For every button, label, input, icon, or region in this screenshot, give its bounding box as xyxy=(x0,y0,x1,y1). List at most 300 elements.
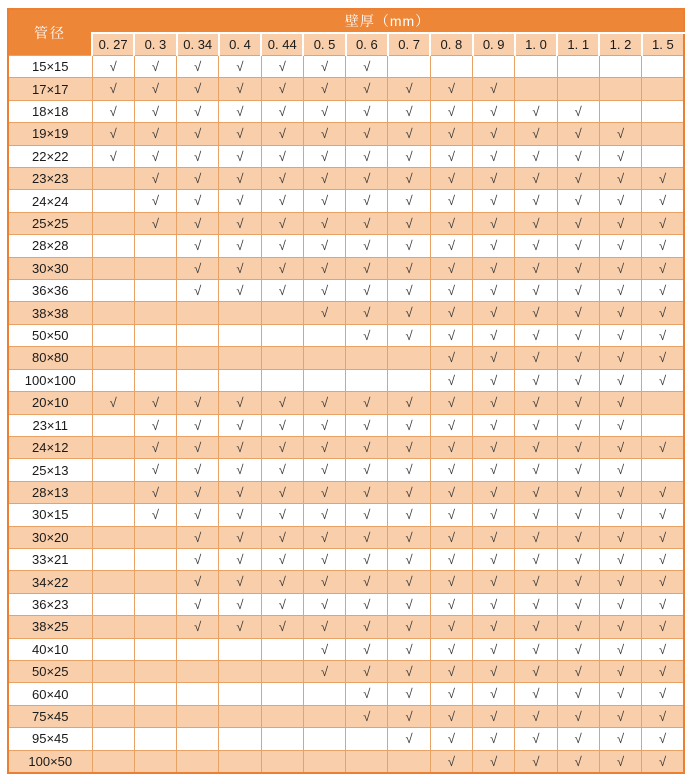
check-cell: √ xyxy=(430,616,472,638)
check-cell: √ xyxy=(303,212,345,234)
empty-cell xyxy=(219,683,261,705)
check-cell: √ xyxy=(430,257,472,279)
check-cell: √ xyxy=(92,78,134,100)
check-cell: √ xyxy=(388,212,430,234)
check-cell: √ xyxy=(261,257,303,279)
check-cell: √ xyxy=(219,414,261,436)
check-cell: √ xyxy=(430,414,472,436)
check-cell: √ xyxy=(430,78,472,100)
check-cell: √ xyxy=(430,660,472,682)
pipe-size-label: 38×38 xyxy=(8,302,92,324)
check-cell: √ xyxy=(473,705,515,727)
check-cell: √ xyxy=(557,369,599,391)
check-cell: √ xyxy=(473,168,515,190)
check-cell: √ xyxy=(515,459,557,481)
empty-cell xyxy=(92,190,134,212)
empty-cell xyxy=(92,638,134,660)
check-cell: √ xyxy=(430,190,472,212)
empty-cell xyxy=(388,347,430,369)
check-cell: √ xyxy=(303,548,345,570)
empty-cell xyxy=(134,280,176,302)
check-cell: √ xyxy=(557,302,599,324)
check-cell: √ xyxy=(219,190,261,212)
empty-cell xyxy=(303,683,345,705)
check-cell: √ xyxy=(303,638,345,660)
check-cell: √ xyxy=(599,481,641,503)
check-cell: √ xyxy=(473,481,515,503)
check-cell: √ xyxy=(219,235,261,257)
check-cell: √ xyxy=(430,123,472,145)
check-cell: √ xyxy=(219,56,261,78)
thickness-column-header-3: 0. 4 xyxy=(219,33,261,56)
thickness-column-header-0: 0. 27 xyxy=(92,33,134,56)
check-cell: √ xyxy=(515,504,557,526)
check-cell: √ xyxy=(599,504,641,526)
empty-cell xyxy=(261,750,303,773)
check-cell: √ xyxy=(388,728,430,750)
empty-cell xyxy=(261,638,303,660)
check-cell: √ xyxy=(473,145,515,167)
pipe-size-label: 25×13 xyxy=(8,459,92,481)
check-cell: √ xyxy=(177,56,219,78)
check-cell: √ xyxy=(430,145,472,167)
empty-cell xyxy=(134,660,176,682)
check-cell: √ xyxy=(515,705,557,727)
check-cell: √ xyxy=(515,280,557,302)
check-cell: √ xyxy=(599,168,641,190)
empty-cell xyxy=(134,728,176,750)
check-cell: √ xyxy=(515,302,557,324)
check-cell: √ xyxy=(177,459,219,481)
empty-cell xyxy=(92,504,134,526)
empty-cell xyxy=(92,414,134,436)
check-cell: √ xyxy=(557,324,599,346)
table-row xyxy=(8,302,684,324)
check-cell: √ xyxy=(642,616,684,638)
check-cell: √ xyxy=(515,683,557,705)
check-cell: √ xyxy=(642,324,684,346)
check-cell: √ xyxy=(557,526,599,548)
check-cell: √ xyxy=(515,168,557,190)
empty-cell xyxy=(92,347,134,369)
check-cell: √ xyxy=(473,414,515,436)
empty-cell xyxy=(92,436,134,458)
check-cell: √ xyxy=(430,459,472,481)
check-cell: √ xyxy=(346,504,388,526)
check-cell: √ xyxy=(346,414,388,436)
table-row xyxy=(8,392,684,414)
empty-cell xyxy=(261,683,303,705)
pipe-diameter-column-header: 管径 xyxy=(8,9,92,56)
check-cell: √ xyxy=(473,616,515,638)
empty-cell xyxy=(134,257,176,279)
check-cell: √ xyxy=(92,145,134,167)
thickness-column-header-4: 0. 44 xyxy=(261,33,303,56)
check-cell: √ xyxy=(219,78,261,100)
pipe-size-label: 60×40 xyxy=(8,683,92,705)
check-cell: √ xyxy=(642,728,684,750)
table-header xyxy=(8,9,684,56)
empty-cell xyxy=(134,616,176,638)
check-cell: √ xyxy=(346,593,388,615)
check-cell: √ xyxy=(599,705,641,727)
check-cell: √ xyxy=(473,526,515,548)
check-cell: √ xyxy=(388,324,430,346)
check-cell: √ xyxy=(557,705,599,727)
empty-cell xyxy=(303,347,345,369)
pipe-size-label: 25×25 xyxy=(8,212,92,234)
empty-cell xyxy=(92,369,134,391)
check-cell: √ xyxy=(642,593,684,615)
pipe-size-label: 38×25 xyxy=(8,616,92,638)
check-cell: √ xyxy=(303,392,345,414)
empty-cell xyxy=(599,100,641,122)
thickness-column-header-9: 0. 9 xyxy=(473,33,515,56)
check-cell: √ xyxy=(515,571,557,593)
check-cell: √ xyxy=(430,347,472,369)
check-cell: √ xyxy=(642,504,684,526)
check-cell: √ xyxy=(557,459,599,481)
table-row xyxy=(8,459,684,481)
empty-cell xyxy=(642,392,684,414)
pipe-size-label: 17×17 xyxy=(8,78,92,100)
check-cell: √ xyxy=(599,436,641,458)
check-cell: √ xyxy=(346,257,388,279)
check-cell: √ xyxy=(303,78,345,100)
thickness-column-header-6: 0. 6 xyxy=(346,33,388,56)
check-cell: √ xyxy=(134,459,176,481)
table-body xyxy=(8,56,684,774)
pipe-size-label: 28×13 xyxy=(8,481,92,503)
empty-cell xyxy=(261,660,303,682)
check-cell: √ xyxy=(515,436,557,458)
check-cell: √ xyxy=(557,436,599,458)
check-cell: √ xyxy=(346,280,388,302)
empty-cell xyxy=(92,705,134,727)
table-row xyxy=(8,212,684,234)
check-cell: √ xyxy=(261,436,303,458)
check-cell: √ xyxy=(473,100,515,122)
pipe-size-label: 50×50 xyxy=(8,324,92,346)
check-cell: √ xyxy=(599,123,641,145)
table-row xyxy=(8,548,684,570)
check-cell: √ xyxy=(599,750,641,773)
check-cell: √ xyxy=(642,190,684,212)
empty-cell xyxy=(303,750,345,773)
check-cell: √ xyxy=(473,728,515,750)
check-cell: √ xyxy=(388,257,430,279)
check-cell: √ xyxy=(642,168,684,190)
check-cell: √ xyxy=(473,257,515,279)
check-cell: √ xyxy=(599,571,641,593)
check-cell: √ xyxy=(557,750,599,773)
check-cell: √ xyxy=(219,571,261,593)
check-cell: √ xyxy=(388,235,430,257)
check-cell: √ xyxy=(515,324,557,346)
check-cell: √ xyxy=(430,526,472,548)
check-cell: √ xyxy=(219,436,261,458)
check-cell: √ xyxy=(346,100,388,122)
check-cell: √ xyxy=(134,392,176,414)
check-cell: √ xyxy=(557,235,599,257)
thickness-column-header-5: 0. 5 xyxy=(303,33,345,56)
check-cell: √ xyxy=(388,123,430,145)
empty-cell xyxy=(177,705,219,727)
check-cell: √ xyxy=(177,235,219,257)
check-cell: √ xyxy=(177,190,219,212)
check-cell: √ xyxy=(346,660,388,682)
empty-cell xyxy=(92,459,134,481)
check-cell: √ xyxy=(261,504,303,526)
check-cell: √ xyxy=(473,683,515,705)
empty-cell xyxy=(134,571,176,593)
check-cell: √ xyxy=(430,235,472,257)
check-cell: √ xyxy=(515,347,557,369)
check-cell: √ xyxy=(473,78,515,100)
empty-cell xyxy=(642,145,684,167)
empty-cell xyxy=(134,683,176,705)
check-cell: √ xyxy=(388,302,430,324)
check-cell: √ xyxy=(303,257,345,279)
empty-cell xyxy=(92,616,134,638)
empty-cell xyxy=(261,347,303,369)
empty-cell xyxy=(177,638,219,660)
pipe-size-label: 80×80 xyxy=(8,347,92,369)
empty-cell xyxy=(515,78,557,100)
check-cell: √ xyxy=(388,280,430,302)
empty-cell xyxy=(134,324,176,346)
table-row xyxy=(8,123,684,145)
pipe-size-label: 30×30 xyxy=(8,257,92,279)
thickness-column-header-12: 1. 2 xyxy=(599,33,641,56)
check-cell: √ xyxy=(346,548,388,570)
check-cell: √ xyxy=(177,123,219,145)
check-cell: √ xyxy=(642,212,684,234)
check-cell: √ xyxy=(599,235,641,257)
check-cell: √ xyxy=(261,414,303,436)
check-cell: √ xyxy=(599,593,641,615)
pipe-size-label: 24×24 xyxy=(8,190,92,212)
empty-cell xyxy=(642,56,684,78)
empty-cell xyxy=(219,638,261,660)
check-cell: √ xyxy=(219,392,261,414)
check-cell: √ xyxy=(557,571,599,593)
check-cell: √ xyxy=(134,190,176,212)
check-cell: √ xyxy=(642,683,684,705)
empty-cell xyxy=(303,324,345,346)
check-cell: √ xyxy=(599,638,641,660)
check-cell: √ xyxy=(346,683,388,705)
table-row xyxy=(8,683,684,705)
check-cell: √ xyxy=(261,280,303,302)
check-cell: √ xyxy=(473,235,515,257)
check-cell: √ xyxy=(92,56,134,78)
check-cell: √ xyxy=(388,660,430,682)
empty-cell xyxy=(92,593,134,615)
table-row xyxy=(8,571,684,593)
pipe-size-label: 95×45 xyxy=(8,728,92,750)
empty-cell xyxy=(346,728,388,750)
check-cell: √ xyxy=(430,750,472,773)
table-row xyxy=(8,728,684,750)
check-cell: √ xyxy=(642,548,684,570)
table-row xyxy=(8,414,684,436)
check-cell: √ xyxy=(642,705,684,727)
wall-thickness-group-header: 壁厚（mm） xyxy=(92,9,684,33)
check-cell: √ xyxy=(430,168,472,190)
check-cell: √ xyxy=(430,705,472,727)
check-cell: √ xyxy=(430,392,472,414)
check-cell: √ xyxy=(388,593,430,615)
check-cell: √ xyxy=(134,168,176,190)
check-cell: √ xyxy=(557,280,599,302)
check-cell: √ xyxy=(134,436,176,458)
check-cell: √ xyxy=(388,100,430,122)
table-row xyxy=(8,436,684,458)
check-cell: √ xyxy=(430,481,472,503)
pipe-size-label: 36×23 xyxy=(8,593,92,615)
thickness-column-header-13: 1. 5 xyxy=(642,33,684,56)
check-cell: √ xyxy=(261,459,303,481)
empty-cell xyxy=(599,56,641,78)
check-cell: √ xyxy=(261,571,303,593)
check-cell: √ xyxy=(515,750,557,773)
check-cell: √ xyxy=(177,548,219,570)
table-row xyxy=(8,593,684,615)
check-cell: √ xyxy=(515,235,557,257)
check-cell: √ xyxy=(346,638,388,660)
thickness-column-header-7: 0. 7 xyxy=(388,33,430,56)
check-cell: √ xyxy=(642,235,684,257)
empty-cell xyxy=(346,750,388,773)
check-cell: √ xyxy=(515,123,557,145)
table-row xyxy=(8,526,684,548)
empty-cell xyxy=(261,705,303,727)
check-cell: √ xyxy=(557,616,599,638)
check-cell: √ xyxy=(219,504,261,526)
check-cell: √ xyxy=(388,78,430,100)
pipe-size-label: 24×12 xyxy=(8,436,92,458)
check-cell: √ xyxy=(261,616,303,638)
check-cell: √ xyxy=(177,212,219,234)
check-cell: √ xyxy=(599,728,641,750)
check-cell: √ xyxy=(261,190,303,212)
check-cell: √ xyxy=(557,638,599,660)
check-cell: √ xyxy=(430,324,472,346)
empty-cell xyxy=(261,302,303,324)
empty-cell xyxy=(261,324,303,346)
pipe-size-label: 33×21 xyxy=(8,548,92,570)
check-cell: √ xyxy=(177,571,219,593)
empty-cell xyxy=(557,56,599,78)
check-cell: √ xyxy=(515,212,557,234)
check-cell: √ xyxy=(219,526,261,548)
empty-cell xyxy=(134,235,176,257)
empty-cell xyxy=(134,302,176,324)
empty-cell xyxy=(642,123,684,145)
check-cell: √ xyxy=(557,728,599,750)
thickness-column-header-10: 1. 0 xyxy=(515,33,557,56)
check-cell: √ xyxy=(515,145,557,167)
check-cell: √ xyxy=(303,571,345,593)
check-cell: √ xyxy=(261,548,303,570)
check-cell: √ xyxy=(430,683,472,705)
pipe-size-label: 34×22 xyxy=(8,571,92,593)
empty-cell xyxy=(92,750,134,773)
check-cell: √ xyxy=(430,100,472,122)
check-cell: √ xyxy=(346,571,388,593)
check-cell: √ xyxy=(177,78,219,100)
check-cell: √ xyxy=(430,369,472,391)
check-cell: √ xyxy=(599,369,641,391)
group-header-row xyxy=(8,9,684,33)
empty-cell xyxy=(219,728,261,750)
check-cell: √ xyxy=(219,257,261,279)
check-cell: √ xyxy=(473,280,515,302)
empty-cell xyxy=(92,324,134,346)
check-cell: √ xyxy=(303,145,345,167)
check-cell: √ xyxy=(473,392,515,414)
check-cell: √ xyxy=(642,257,684,279)
check-cell: √ xyxy=(177,280,219,302)
check-cell: √ xyxy=(515,660,557,682)
check-cell: √ xyxy=(346,235,388,257)
empty-cell xyxy=(92,526,134,548)
check-cell: √ xyxy=(642,280,684,302)
check-cell: √ xyxy=(303,56,345,78)
check-cell: √ xyxy=(177,100,219,122)
check-cell: √ xyxy=(303,481,345,503)
pipe-size-label: 28×28 xyxy=(8,235,92,257)
check-cell: √ xyxy=(303,459,345,481)
check-cell: √ xyxy=(346,526,388,548)
empty-cell xyxy=(177,369,219,391)
check-cell: √ xyxy=(515,728,557,750)
empty-cell xyxy=(92,571,134,593)
check-cell: √ xyxy=(473,459,515,481)
check-cell: √ xyxy=(219,280,261,302)
empty-cell xyxy=(303,369,345,391)
check-cell: √ xyxy=(177,392,219,414)
empty-cell xyxy=(303,705,345,727)
empty-cell xyxy=(134,750,176,773)
empty-cell xyxy=(219,302,261,324)
pipe-size-label: 18×18 xyxy=(8,100,92,122)
empty-cell xyxy=(134,638,176,660)
pipe-size-label: 100×50 xyxy=(8,750,92,773)
check-cell: √ xyxy=(261,212,303,234)
check-cell: √ xyxy=(599,526,641,548)
check-cell: √ xyxy=(346,123,388,145)
empty-cell xyxy=(134,347,176,369)
check-cell: √ xyxy=(557,347,599,369)
check-cell: √ xyxy=(219,168,261,190)
check-cell: √ xyxy=(219,459,261,481)
check-cell: √ xyxy=(515,638,557,660)
check-cell: √ xyxy=(346,78,388,100)
empty-cell xyxy=(219,705,261,727)
check-cell: √ xyxy=(388,168,430,190)
check-cell: √ xyxy=(346,392,388,414)
check-cell: √ xyxy=(388,392,430,414)
check-cell: √ xyxy=(346,705,388,727)
empty-cell xyxy=(642,78,684,100)
table-row xyxy=(8,660,684,682)
check-cell: √ xyxy=(473,324,515,346)
check-cell: √ xyxy=(515,257,557,279)
empty-cell xyxy=(92,548,134,570)
check-cell: √ xyxy=(303,302,345,324)
